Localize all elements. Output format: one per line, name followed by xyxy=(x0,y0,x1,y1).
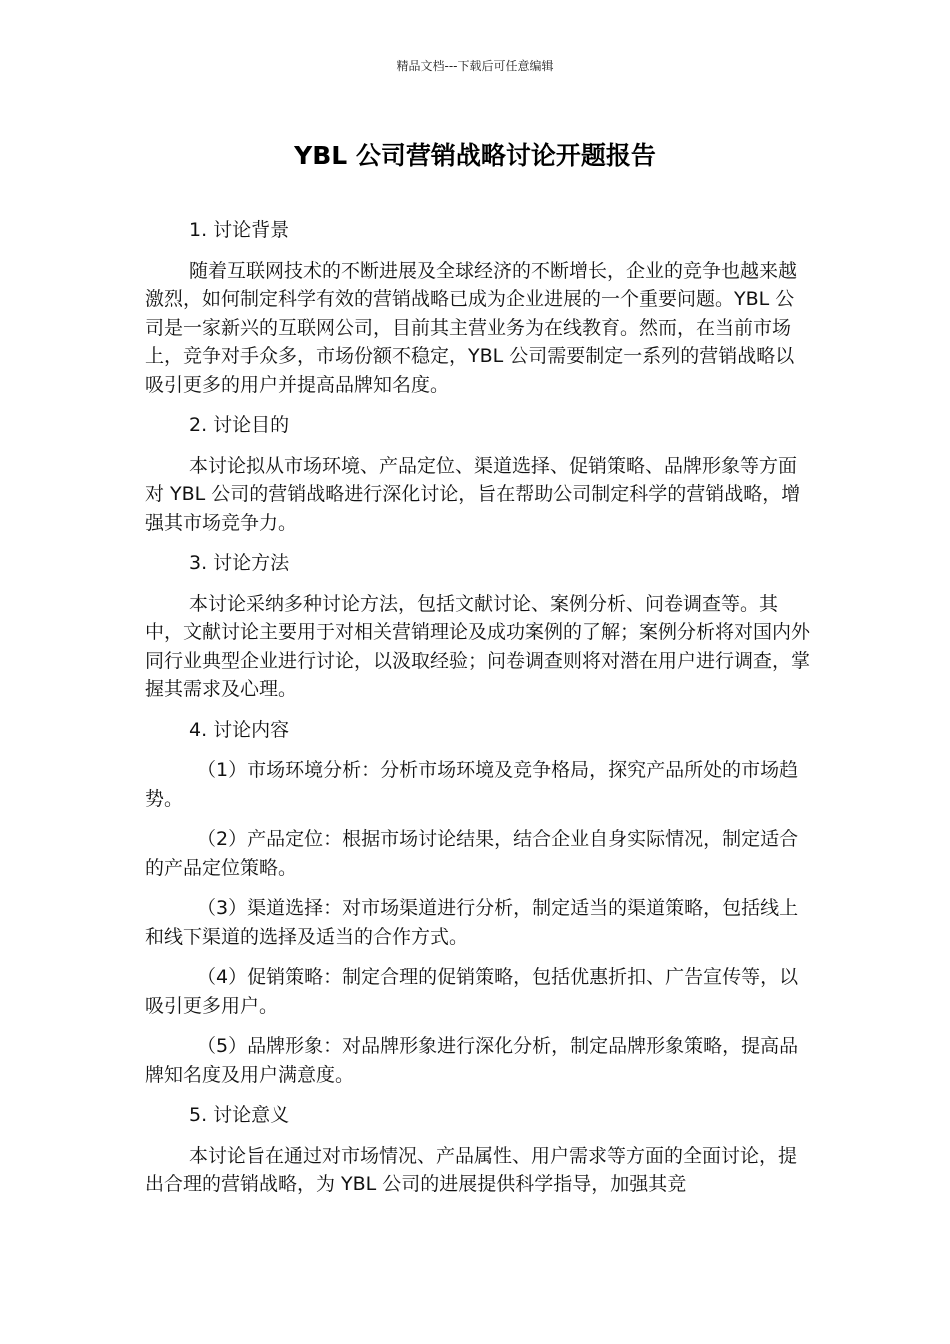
page-header: 精品文档---下载后可任意编辑 xyxy=(396,59,554,73)
content-item-market-analysis: （1）市场环境分析：分析市场环境及竞争格局，探究产品所处的市场趋势。 xyxy=(145,759,799,810)
section-heading-content: 4. 讨论内容 xyxy=(189,718,290,741)
section-heading-significance: 5. 讨论意义 xyxy=(189,1104,290,1126)
content-item-brand-image: （5）品牌形象：对品牌形象进行深化分析，制定品牌形象策略，提高品牌知名度及用户满意度。 xyxy=(145,1035,799,1086)
section-heading-purpose: 2. 讨论目的 xyxy=(189,414,290,436)
section-heading-background: 1. 讨论背景 xyxy=(189,219,290,241)
content-item-promotion-strategy: （4）促销策略：制定合理的促销策略，包括优惠折扣、广告宣传等，以吸引更多用户。 xyxy=(145,966,799,1017)
document-title: YBL 公司营销战略讨论开题报告 xyxy=(294,141,656,170)
content-item-channel-selection: （3）渠道选择：对市场渠道进行分析，制定适当的渠道策略，包括线上和线下渠道的选择及适当的合作方式。 xyxy=(145,897,799,948)
content-item-product-positioning: （2）产品定位：根据市场讨论结果，结合企业自身实际情况，制定适合的产品定位策略。 xyxy=(145,828,799,879)
significance-paragraph: 本讨论旨在通过对市场情况、产品属性、用户需求等方面的全面讨论，提出合理的营销战略，为 YBL 公司的进展提供科学指导，加强其竞 xyxy=(145,1144,798,1195)
document-body xyxy=(145,216,813,1199)
purpose-paragraph: 本讨论拟从市场环境、产品定位、渠道选择、促销策略、品牌形象等方面对 YBL 公司的营销战略进行深化讨论，旨在帮助公司制定科学的营销战略，增强其市场竞争力。 xyxy=(145,454,801,534)
section-heading-method: 3. 讨论方法 xyxy=(189,552,290,574)
background-paragraph: 随着互联网技术的不断进展及全球经济的不断增长，企业的竞争也越来越激烈，如何制定科学有效的营销战略已成为企业进展的一个重要问题。YBL 公司是一家新兴的互联网公司，目前其主营业务为在线教育。然而，在当前市场上，竞争对手众多，市场份额不稳定，YBL 公司需要制定一系列的营销战略以吸引更多的用户并提高品牌知名度。 xyxy=(145,259,798,396)
method-paragraph: 本讨论采纳多种讨论方法，包括文献讨论、案例分析、问卷调查等。其中，文献讨论主要用于对相关营销理论及成功案例的了解；案例分析将对国内外同行业典型企业进行讨论，以汲取经验；问卷调查则将对潜在用户进行调查，掌握其需求及心理。 xyxy=(145,592,811,700)
